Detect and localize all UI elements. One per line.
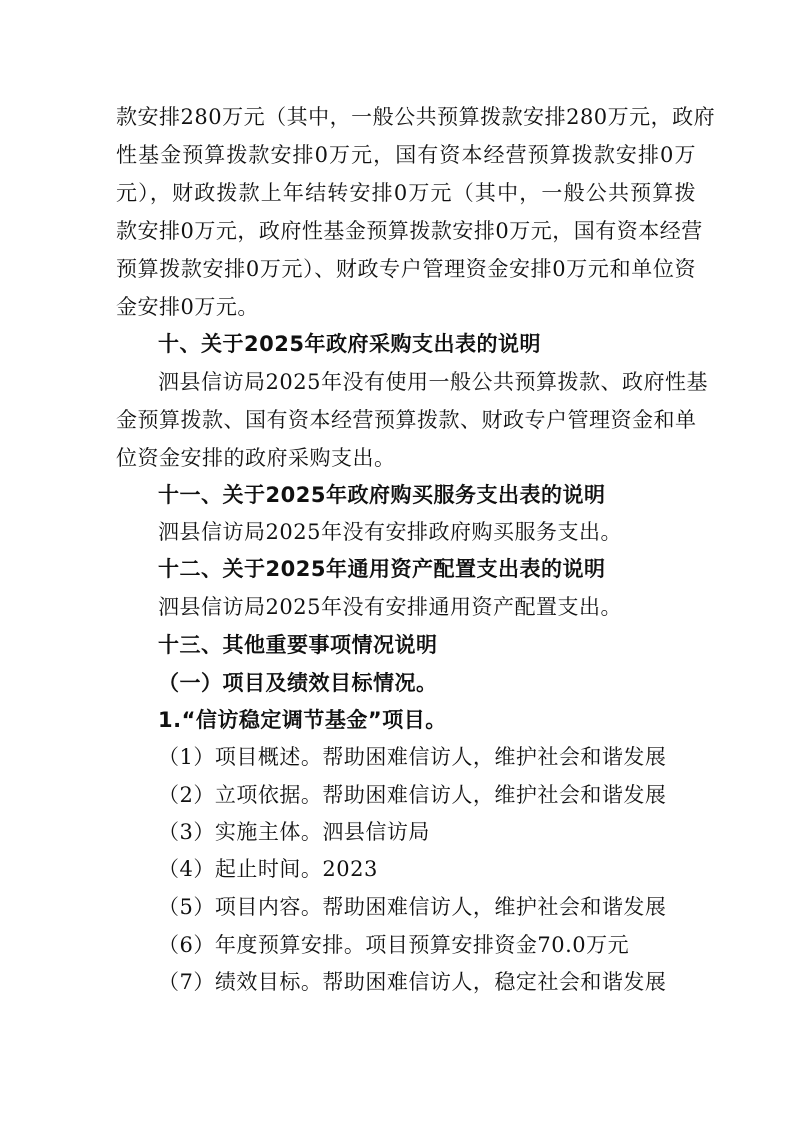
- project-title: 1.“信访稳定调节基金”项目。: [158, 708, 447, 732]
- section-13-sub-heading: （一）项目及绩效目标情况。: [158, 671, 438, 695]
- budget-paragraph-line: 性基金预算拨款安排0万元，国有资本经营预算拨款安排0万: [116, 143, 696, 167]
- budget-paragraph-line: 金安排0万元。: [116, 295, 259, 319]
- project-item: （5）项目内容。帮助困难信访人，维护社会和谐发展: [158, 895, 667, 919]
- budget-paragraph-line: 款安排0万元，政府性基金预算拨款安排0万元，国有资本经营: [116, 219, 703, 243]
- section-11-heading: 十一、关于2025年政府购买服务支出表的说明: [158, 483, 606, 507]
- section-12-heading: 十二、关于2025年通用资产配置支出表的说明: [158, 557, 606, 581]
- section-10-line: 金预算拨款、国有资本经营预算拨款、财政专户管理资金和单: [116, 408, 697, 432]
- budget-paragraph-line: 元），财政拨款上年结转安排0万元（其中，一般公共预算拨: [116, 181, 696, 205]
- project-item: （2）立项依据。帮助困难信访人，维护社会和谐发展: [158, 783, 667, 807]
- project-item: （1）项目概述。帮助困难信访人，维护社会和谐发展: [158, 745, 667, 769]
- section-11-text: 泗县信访局2025年没有安排政府购买服务支出。: [158, 520, 622, 544]
- budget-paragraph-line: 预算拨款安排0万元）、财政专户管理资金安排0万元和单位资: [116, 257, 696, 281]
- project-item: （6）年度预算安排。项目预算安排资金70.0万元: [158, 933, 630, 957]
- project-item: （4）起止时间。2023: [158, 857, 378, 881]
- section-10-heading: 十、关于2025年政府采购支出表的说明: [158, 332, 541, 356]
- section-10-line: 泗县信访局2025年没有使用一般公共预算拨款、政府性基: [158, 370, 708, 394]
- project-item: （3）实施主体。泗县信访局: [158, 820, 430, 844]
- section-13-heading: 十三、其他重要事项情况说明: [158, 633, 438, 657]
- section-10-line: 位资金安排的政府采购支出。: [116, 446, 396, 470]
- section-12-text: 泗县信访局2025年没有安排通用资产配置支出。: [158, 595, 622, 619]
- project-item: （7）绩效目标。帮助困难信访人，稳定社会和谐发展: [158, 970, 667, 994]
- budget-paragraph-line: 款安排280万元（其中，一般公共预算拨款安排280万元，政府: [116, 105, 716, 129]
